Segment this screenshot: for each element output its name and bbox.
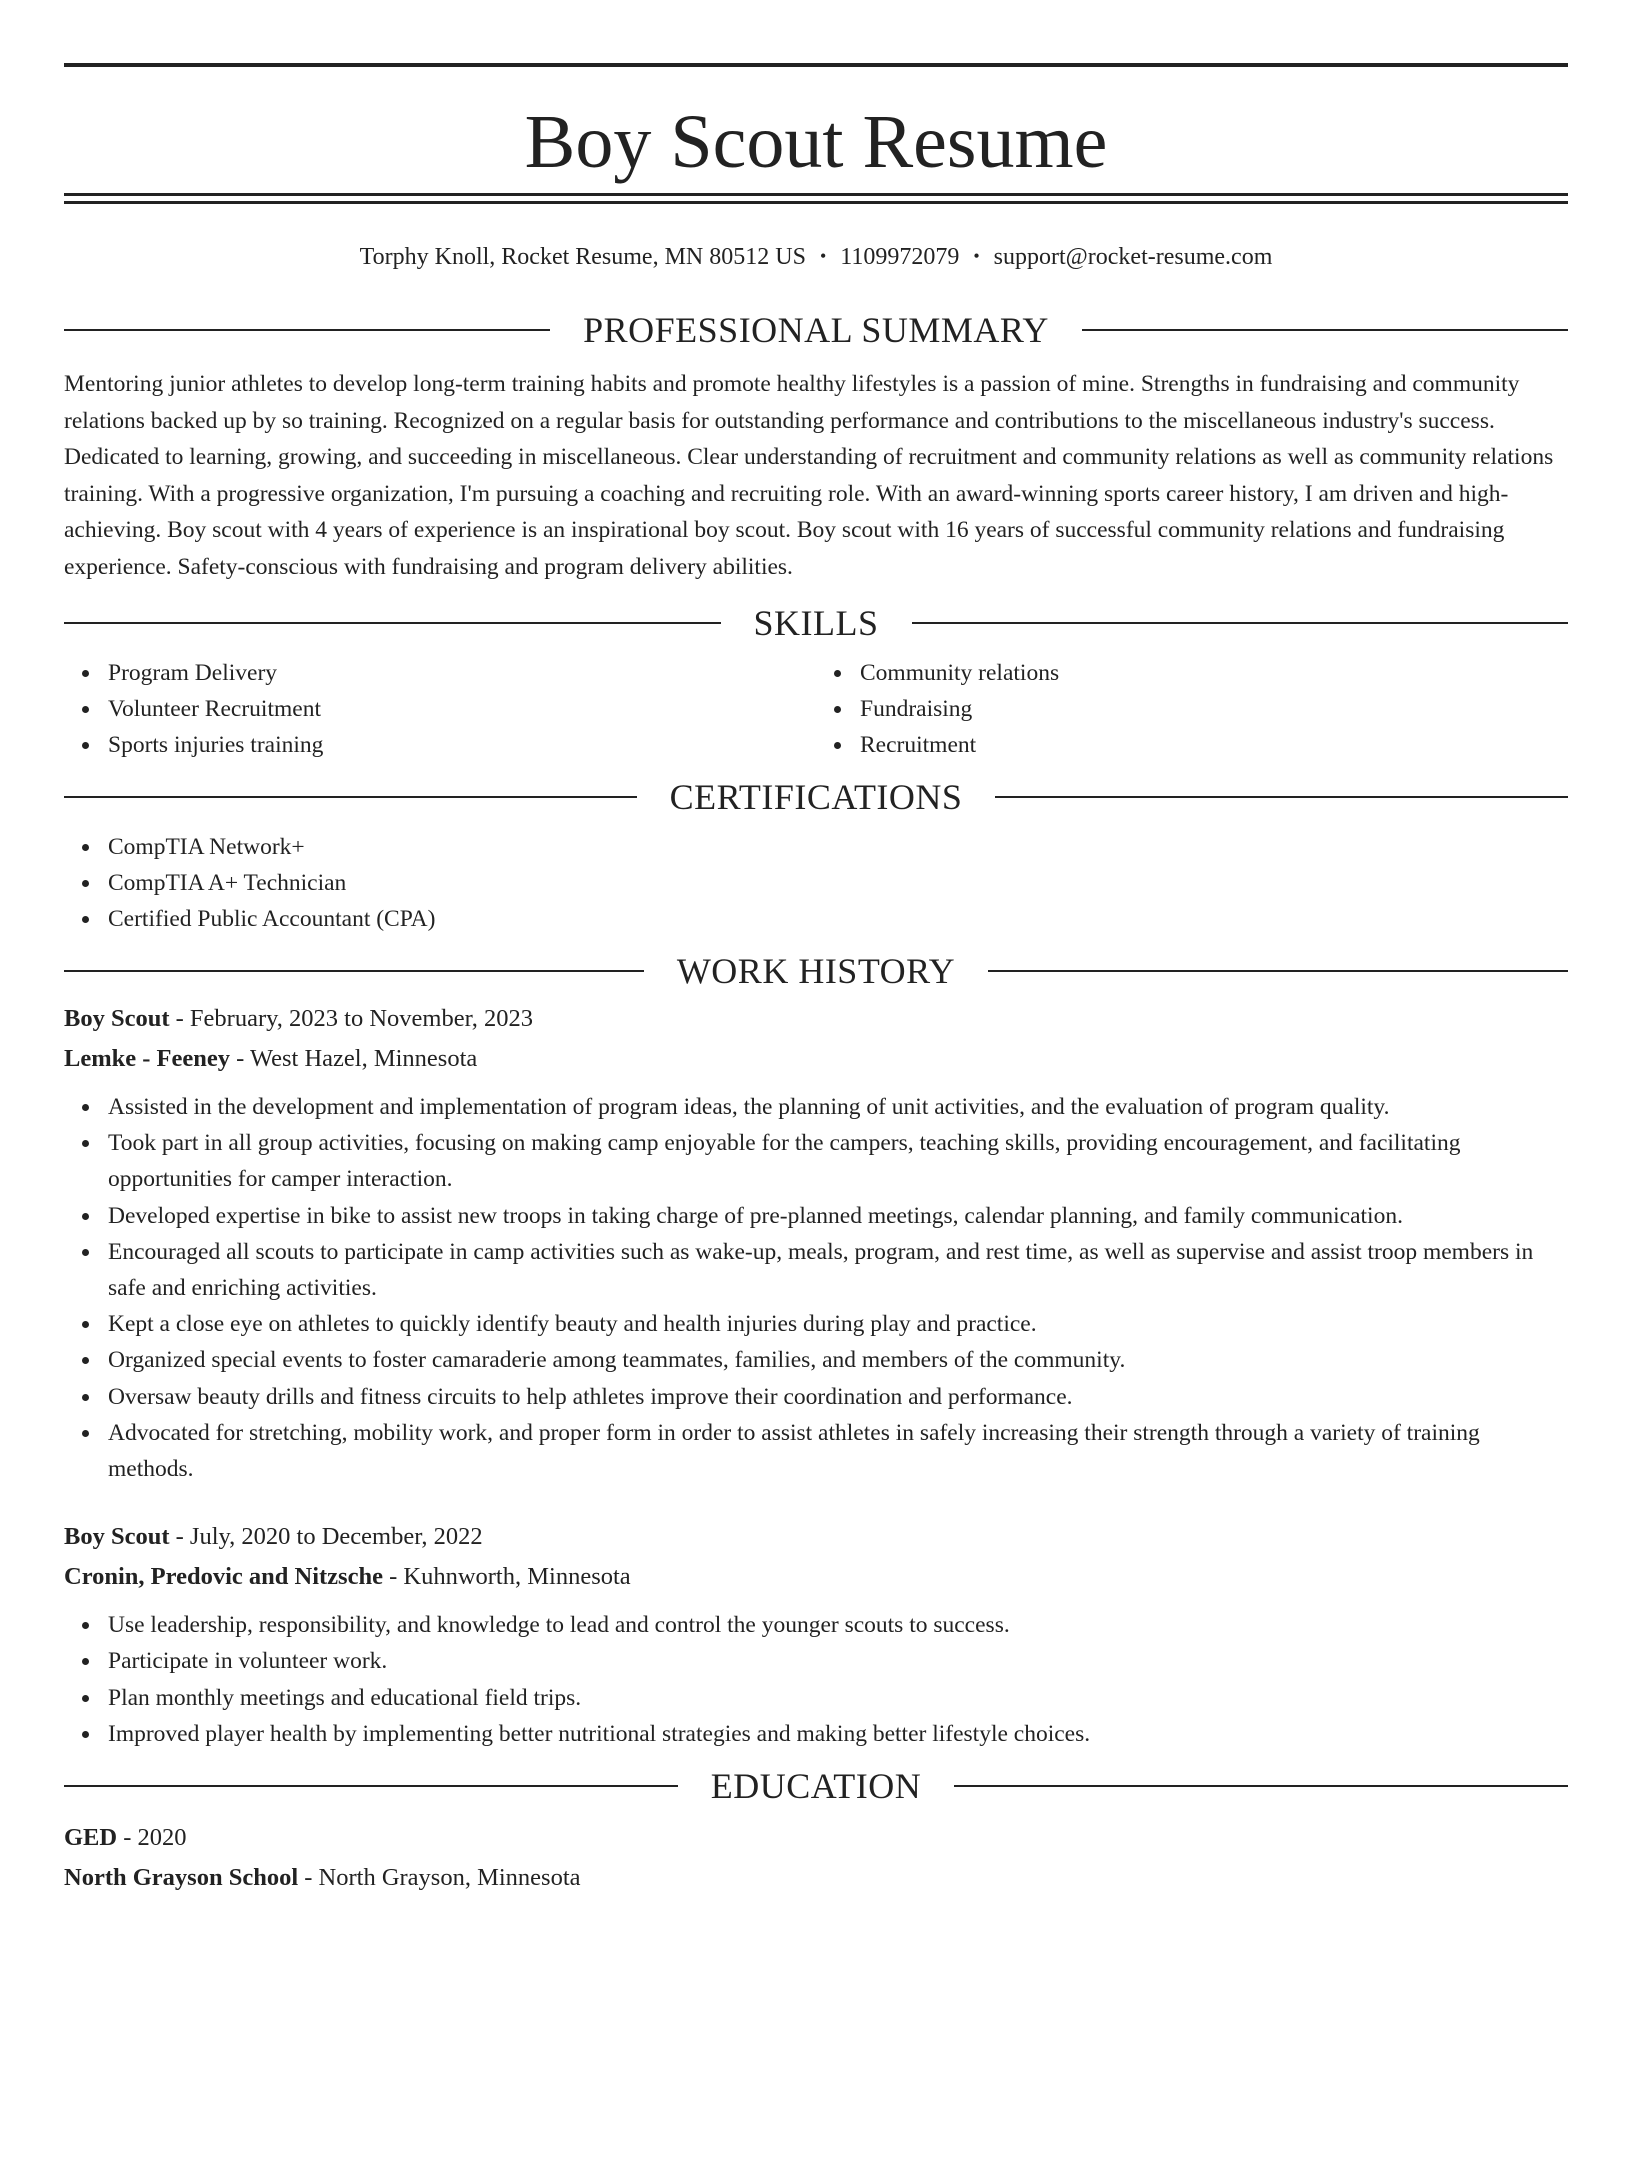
education-location: - North Grayson, Minnesota bbox=[298, 1864, 581, 1892]
certification-item: CompTIA Network+ bbox=[108, 829, 1568, 865]
heading-rule bbox=[995, 796, 1568, 798]
contact-line bbox=[64, 241, 1568, 272]
job-title: Boy Scout bbox=[64, 1005, 170, 1032]
education-school: North Grayson School bbox=[64, 1864, 299, 1892]
education-entry bbox=[64, 1818, 1568, 1898]
certification-item: Certified Public Accountant (CPA) bbox=[108, 901, 1568, 937]
job-duty-item: Advocated for stretching, mobility work, and proper form in order to assist athletes in safely increasing their strength through a variety of training methods. bbox=[108, 1415, 1568, 1487]
job-employer: Lemke - Feeney bbox=[64, 1045, 230, 1072]
heading-rule bbox=[912, 622, 1569, 624]
job-duty-item: Plan monthly meetings and educational field trips. bbox=[108, 1680, 1568, 1716]
certifications-list bbox=[64, 829, 1568, 937]
contact-separator: • bbox=[973, 246, 980, 266]
job-employer-line bbox=[64, 1557, 1568, 1597]
job-duty-item: Organized special events to foster camaraderie among teammates, families, and members of the community. bbox=[108, 1342, 1568, 1378]
job-duty-item: Use leadership, responsibility, and knowledge to lead and control the younger scouts to success. bbox=[108, 1607, 1568, 1643]
job-location: - Kuhnworth, Minnesota bbox=[382, 1563, 631, 1591]
section-heading-summary bbox=[64, 308, 1568, 352]
skills-column-right bbox=[816, 655, 1568, 763]
section-title: EDUCATION bbox=[710, 1766, 922, 1807]
skills-list bbox=[64, 655, 1568, 763]
resume-page bbox=[0, 63, 1632, 2175]
heading-rule bbox=[64, 796, 637, 798]
contact-phone: 1109972079 bbox=[840, 244, 960, 270]
heading-rule bbox=[1082, 329, 1568, 331]
heading-rule bbox=[988, 970, 1568, 972]
job-duty-item: Assisted in the development and implementation of program ideas, the planning of unit activities, and the evaluation of program quality. bbox=[108, 1089, 1568, 1125]
section-title: PROFESSIONAL SUMMARY bbox=[583, 310, 1049, 350]
skill-item: Fundraising bbox=[860, 691, 1568, 727]
contact-separator: • bbox=[819, 246, 827, 266]
skill-item: Volunteer Recruitment bbox=[108, 691, 816, 727]
title-double-rule bbox=[64, 193, 1568, 204]
job-duty-item: Participate in volunteer work. bbox=[108, 1643, 1568, 1679]
contact-email: support@rocket-resume.com bbox=[993, 244, 1273, 270]
skills-column-left bbox=[64, 655, 816, 763]
job-duty-item: Developed expertise in bike to assist new troops in taking charge of pre-planned meetings, calendar planning, and family communication. bbox=[108, 1198, 1568, 1234]
job-duties-list bbox=[64, 1089, 1568, 1487]
section-heading-skills bbox=[64, 601, 1568, 645]
job-employer-line bbox=[64, 1039, 1568, 1079]
job-duty-item: Oversaw beauty drills and fitness circuits to help athletes improve their coordination and performance. bbox=[108, 1379, 1568, 1415]
job-entry bbox=[64, 1517, 1568, 1752]
job-duties-list bbox=[64, 1607, 1568, 1752]
heading-rule bbox=[64, 622, 721, 624]
section-title: SKILLS bbox=[753, 603, 879, 643]
job-duty-item: Improved player health by implementing better nutritional strategies and making better lifestyle choices. bbox=[108, 1716, 1568, 1752]
summary-text: Mentoring junior athletes to develop long-term training habits and promote healthy lifestyles is a passion of mine. Strengths in fundraising and community relations backed up by so training. Recognized on a regular basis for outstanding performance and contributions to the miscellaneous industry's success. Dedicated to learning, growing, and succeeding in miscellaneous. Clear understanding of recruitment and community relations as well as community relations training. With a progressive organization, I'm pursuing a coaching and recruiting role. With an award-winning sports career history, I am driven and high-achieving. Boy scout with 4 years of experience is an inspirational boy scout. Boy scout with 16 years of successful community relations and fundraising experience. Safety-conscious with fundraising and program delivery abilities. bbox=[64, 371, 1554, 580]
heading-rule bbox=[64, 970, 644, 972]
page-title: Boy Scout Resume bbox=[524, 100, 1108, 184]
job-duty-item: Kept a close eye on athletes to quickly identify beauty and health injuries during play and practice. bbox=[108, 1306, 1568, 1342]
section-title: WORK HISTORY bbox=[676, 951, 956, 991]
skill-item: Community relations bbox=[860, 655, 1568, 691]
education-degree-line bbox=[64, 1818, 1568, 1858]
certification-item: CompTIA A+ Technician bbox=[108, 865, 1568, 901]
skill-item: Program Delivery bbox=[108, 655, 816, 691]
job-title: Boy Scout bbox=[64, 1523, 170, 1551]
job-title-line bbox=[64, 1517, 1568, 1557]
section-heading-certifications bbox=[64, 775, 1568, 819]
education-year: - 2020 bbox=[117, 1824, 187, 1852]
section-heading-work-history bbox=[64, 949, 1568, 993]
skill-item: Recruitment bbox=[860, 727, 1568, 763]
job-dates: - February, 2023 to November, 2023 bbox=[169, 1005, 534, 1032]
skill-item: Sports injuries training bbox=[108, 727, 816, 763]
heading-rule bbox=[954, 1785, 1568, 1787]
section-heading-education bbox=[64, 1764, 1568, 1808]
job-duty-item: Took part in all group activities, focusing on making camp enjoyable for the campers, teaching skills, providing encouragement, and facilitating opportunities for camper interaction. bbox=[108, 1125, 1568, 1197]
job-duty-item: Encouraged all scouts to participate in camp activities such as wake-up, meals, program, and rest time, as well as supervise and assist troop members in safe and enriching activities. bbox=[108, 1234, 1568, 1306]
contact-address: Torphy Knoll, Rocket Resume, MN 80512 US bbox=[359, 244, 806, 270]
job-title-line bbox=[64, 999, 1568, 1039]
heading-rule bbox=[64, 1785, 678, 1787]
education-degree: GED bbox=[64, 1824, 118, 1852]
job-dates: - July, 2020 to December, 2022 bbox=[169, 1523, 483, 1551]
job-location: - West Hazel, Minnesota bbox=[230, 1045, 478, 1072]
heading-rule bbox=[64, 329, 550, 331]
job-entry bbox=[64, 999, 1568, 1487]
job-employer: Cronin, Predovic and Nitzsche bbox=[64, 1563, 383, 1591]
section-title: CERTIFICATIONS bbox=[669, 777, 963, 817]
education-school-line bbox=[64, 1858, 1568, 1898]
